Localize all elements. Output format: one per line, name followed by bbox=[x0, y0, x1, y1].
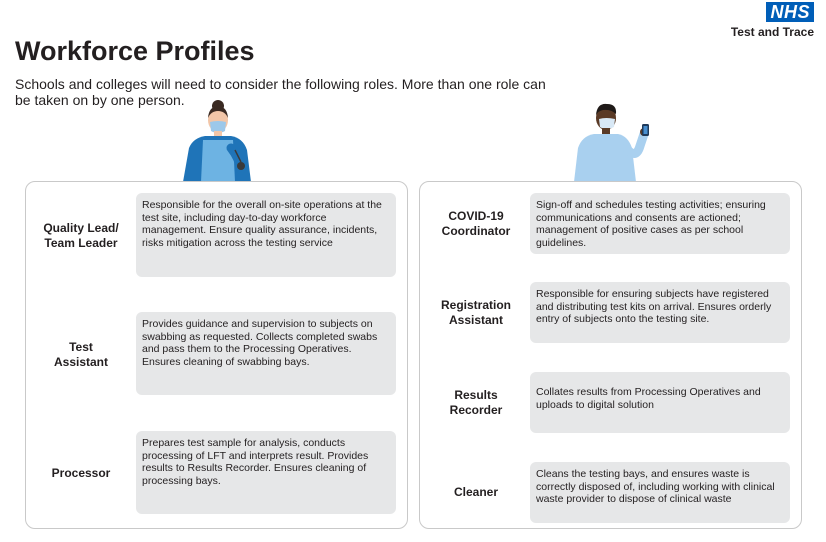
health-worker-illustration bbox=[175, 100, 255, 182]
role-desc-covid-coordinator: Sign-off and schedules testing activities; ensuring communications and consents are actioned; management of positive cases as per school guidelines. bbox=[530, 193, 790, 254]
nhs-logo: NHS bbox=[766, 2, 814, 22]
logo-subtitle: Test and Trace bbox=[730, 25, 814, 39]
role-name-cleaner: Cleaner bbox=[453, 485, 499, 499]
role-name-registration-assistant: Registration Assistant bbox=[440, 298, 511, 327]
page-title: Workforce Profiles bbox=[15, 36, 255, 66]
role-desc-results-recorder: Collates results from Processing Operatives and uploads to digital solution bbox=[530, 372, 790, 433]
role-desc-cleaner: Cleans the testing bays, and ensures waste is correctly disposed of, including working with clinical waste provider to dispose of clinical waste bbox=[530, 462, 790, 523]
nhs-test-and-trace-logo bbox=[728, 2, 814, 39]
role-name-processor: Processor bbox=[51, 466, 111, 480]
role-name-test-assistant: Test Assistant bbox=[53, 340, 109, 369]
right-roles-panel bbox=[419, 181, 802, 529]
role-name-covid-coordinator: COVID-19 Coordinator bbox=[441, 209, 511, 238]
intro-text: Schools and colleges will need to consider the following roles. More than one role can be taken on by one person. bbox=[15, 76, 546, 108]
role-desc-registration-assistant: Responsible for ensuring subjects have registered and distributing test kits on arrival. Ensures orderly entry of subjects onto the testing site. bbox=[530, 282, 790, 343]
role-desc-quality-lead: Responsible for the overall on-site operations at the test site, including day-to-day workforce management. Ensure quality assurance, incidents, risks mitigation across the testing service bbox=[136, 193, 396, 277]
role-name-results-recorder: Results Recorder bbox=[449, 388, 503, 417]
role-desc-test-assistant: Provides guidance and supervision to subjects on swabbing as requested. Collects completed swabs and pass them to the Processing Operatives. Ensures cleaning of swabbing bays. bbox=[136, 312, 396, 395]
role-desc-processor: Prepares test sample for analysis, conducts processing of LFT and interprets result. Provides results to Results Recorder. Ensures cleaning of processing bays. bbox=[136, 431, 396, 514]
role-name-quality-lead: Quality Lead/ Team Leader bbox=[43, 221, 119, 250]
person-with-phone-illustration bbox=[570, 98, 660, 182]
left-roles-panel bbox=[25, 181, 408, 529]
